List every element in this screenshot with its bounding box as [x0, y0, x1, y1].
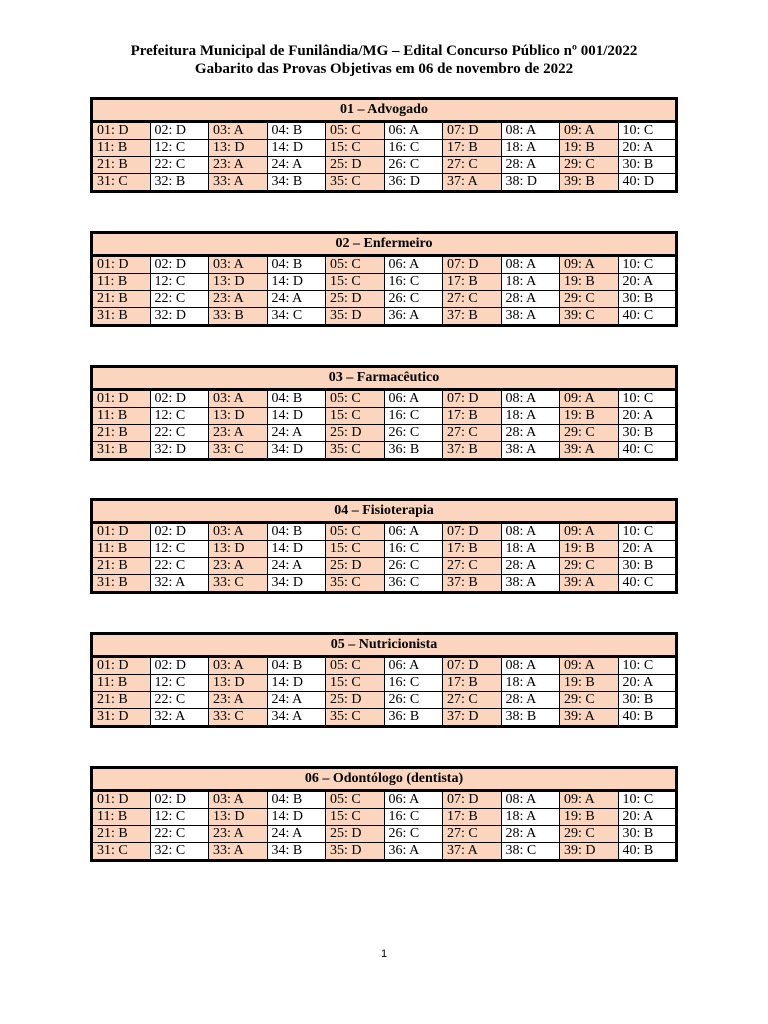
answer-cell: 27: C [443, 826, 502, 843]
answer-cell: 05: C [326, 657, 385, 675]
table-row [92, 657, 677, 675]
answer-cell: 27: C [443, 692, 502, 709]
answer-cell: 28: A [501, 558, 560, 575]
answer-cell: 09: A [560, 791, 619, 809]
answer-cell: 16: C [384, 541, 443, 558]
answer-cell: 09: A [560, 122, 619, 140]
answer-cell: 18: A [501, 541, 560, 558]
answer-cell: 21: B [92, 291, 151, 308]
table-row [92, 523, 677, 541]
answer-cell: 31: B [92, 575, 151, 593]
answer-cell: 29: C [560, 291, 619, 308]
answer-cell: 04: B [267, 390, 326, 408]
answer-cell: 22: C [150, 826, 209, 843]
answer-cell: 35: C [326, 174, 385, 192]
answer-cell: 01: D [92, 122, 151, 140]
answer-cell: 26: C [384, 425, 443, 442]
answer-cell: 30: B [618, 692, 677, 709]
answer-cell: 02: D [150, 791, 209, 809]
answer-key-block [90, 97, 678, 193]
answer-cell: 21: B [92, 558, 151, 575]
answer-cell: 31: D [92, 709, 151, 727]
answer-cell: 40: B [618, 709, 677, 727]
answer-cell: 35: C [326, 709, 385, 727]
answer-cell: 40: D [618, 174, 677, 192]
answer-cell: 23: A [209, 692, 268, 709]
answer-cell: 29: C [560, 425, 619, 442]
answer-cell: 32: A [150, 575, 209, 593]
answer-cell: 02: D [150, 390, 209, 408]
answer-cell: 10: C [618, 390, 677, 408]
answer-cell: 19: B [560, 140, 619, 157]
answer-cell: 16: C [384, 408, 443, 425]
answer-cell: 20: A [618, 541, 677, 558]
answer-cell: 13: D [209, 274, 268, 291]
answer-cell: 07: D [443, 791, 502, 809]
header-subtitle: Gabarito das Provas Objetivas em 06 de novembro de 2022 [194, 61, 574, 77]
table-title: 02 – Enfermeiro [92, 233, 677, 256]
answer-cell: 23: A [209, 291, 268, 308]
answer-cell: 01: D [92, 657, 151, 675]
answer-cell: 10: C [618, 256, 677, 274]
answer-cell: 08: A [501, 523, 560, 541]
answer-cell: 38: A [501, 575, 560, 593]
answer-cell: 24: A [267, 425, 326, 442]
answer-cell: 32: C [150, 843, 209, 861]
answer-key-table [90, 231, 678, 327]
answer-cell: 19: B [560, 675, 619, 692]
table-row [92, 174, 677, 192]
answer-cell: 04: B [267, 122, 326, 140]
answer-cell: 02: D [150, 122, 209, 140]
answer-cell: 12: C [150, 541, 209, 558]
answer-cell: 06: A [384, 122, 443, 140]
answer-cell: 11: B [92, 675, 151, 692]
answer-cell: 09: A [560, 523, 619, 541]
table-row [92, 541, 677, 558]
answer-cell: 14: D [267, 140, 326, 157]
answer-cell: 16: C [384, 140, 443, 157]
answer-cell: 10: C [618, 122, 677, 140]
table-row [92, 390, 677, 408]
table-title: 06 – Odontólogo (dentista) [92, 768, 677, 791]
answer-cell: 20: A [618, 809, 677, 826]
answer-cell: 10: C [618, 657, 677, 675]
answer-cell: 05: C [326, 390, 385, 408]
answer-cell: 27: C [443, 425, 502, 442]
answer-cell: 11: B [92, 274, 151, 291]
table-row [92, 274, 677, 291]
answer-cell: 34: B [267, 843, 326, 861]
answer-cell: 32: D [150, 308, 209, 326]
answer-cell: 11: B [92, 809, 151, 826]
answer-cell: 36: A [384, 843, 443, 861]
answer-cell: 13: D [209, 541, 268, 558]
answer-key-block [90, 231, 678, 327]
answer-key-block [90, 365, 678, 461]
answer-cell: 13: D [209, 675, 268, 692]
answer-cell: 40: B [618, 843, 677, 861]
answer-cell: 31: B [92, 308, 151, 326]
table-row [92, 791, 677, 809]
answer-cell: 37: B [443, 442, 502, 460]
answer-cell: 33: A [209, 174, 268, 192]
answer-cell: 22: C [150, 291, 209, 308]
answer-cell: 27: C [443, 157, 502, 174]
answer-cell: 34: D [267, 575, 326, 593]
answer-cell: 39: D [560, 843, 619, 861]
answer-key-table [90, 97, 678, 193]
answer-cell: 07: D [443, 122, 502, 140]
table-row [92, 826, 677, 843]
answer-cell: 29: C [560, 157, 619, 174]
answer-cell: 07: D [443, 256, 502, 274]
answer-cell: 17: B [443, 140, 502, 157]
answer-cell: 03: A [209, 390, 268, 408]
answer-cell: 17: B [443, 809, 502, 826]
answer-cell: 30: B [618, 291, 677, 308]
answer-cell: 39: C [560, 308, 619, 326]
answer-cell: 26: C [384, 558, 443, 575]
answer-cell: 36: A [384, 308, 443, 326]
table-row [92, 308, 677, 326]
answer-cell: 36: D [384, 174, 443, 192]
answer-cell: 38: C [501, 843, 560, 861]
answer-cell: 05: C [326, 122, 385, 140]
answer-cell: 15: C [326, 809, 385, 826]
answer-cell: 23: A [209, 558, 268, 575]
answer-cell: 03: A [209, 657, 268, 675]
answer-cell: 29: C [560, 826, 619, 843]
answer-cell: 03: A [209, 256, 268, 274]
answer-cell: 24: A [267, 157, 326, 174]
answer-cell: 12: C [150, 408, 209, 425]
answer-cell: 24: A [267, 558, 326, 575]
answer-cell: 11: B [92, 408, 151, 425]
table-title: 01 – Advogado [92, 99, 677, 122]
answer-cell: 36: B [384, 442, 443, 460]
answer-cell: 18: A [501, 675, 560, 692]
answer-cell: 10: C [618, 523, 677, 541]
answer-cell: 37: A [443, 843, 502, 861]
answer-cell: 04: B [267, 657, 326, 675]
answer-cell: 01: D [92, 256, 151, 274]
answer-cell: 27: C [443, 558, 502, 575]
answer-cell: 04: B [267, 791, 326, 809]
answer-cell: 39: A [560, 709, 619, 727]
answer-cell: 39: A [560, 442, 619, 460]
answer-cell: 15: C [326, 408, 385, 425]
answer-cell: 17: B [443, 408, 502, 425]
answer-cell: 35: D [326, 308, 385, 326]
answer-cell: 06: A [384, 791, 443, 809]
table-row [92, 122, 677, 140]
answer-cell: 08: A [501, 122, 560, 140]
answer-cell: 17: B [443, 675, 502, 692]
answer-cell: 28: A [501, 692, 560, 709]
answer-key-table [90, 632, 678, 728]
answer-cell: 31: B [92, 442, 151, 460]
table-row [92, 256, 677, 274]
answer-cell: 18: A [501, 809, 560, 826]
answer-cell: 25: D [326, 291, 385, 308]
answer-key-table [90, 498, 678, 594]
document-header [0, 42, 768, 78]
answer-cell: 23: A [209, 425, 268, 442]
answer-cell: 25: D [326, 692, 385, 709]
answer-cell: 06: A [384, 657, 443, 675]
answer-cell: 08: A [501, 256, 560, 274]
answer-cell: 33: B [209, 308, 268, 326]
answer-cell: 40: C [618, 308, 677, 326]
table-title: 04 – Fisioterapia [92, 500, 677, 523]
table-row [92, 675, 677, 692]
header-title: Prefeitura Municipal de Funilândia/MG – Edital Concurso Público nº 001/2022 [130, 43, 638, 59]
answer-cell: 33: C [209, 442, 268, 460]
answer-cell: 17: B [443, 274, 502, 291]
answer-cell: 37: D [443, 709, 502, 727]
answer-cell: 18: A [501, 408, 560, 425]
answer-cell: 20: A [618, 675, 677, 692]
answer-cell: 34: D [267, 442, 326, 460]
answer-cell: 39: B [560, 174, 619, 192]
answer-cell: 16: C [384, 809, 443, 826]
answer-cell: 12: C [150, 140, 209, 157]
answer-key-block [90, 632, 678, 728]
answer-cell: 11: B [92, 541, 151, 558]
table-row [92, 157, 677, 174]
answer-cell: 04: B [267, 256, 326, 274]
answer-cell: 32: D [150, 442, 209, 460]
answer-cell: 19: B [560, 541, 619, 558]
answer-cell: 36: B [384, 709, 443, 727]
answer-cell: 28: A [501, 425, 560, 442]
answer-cell: 20: A [618, 408, 677, 425]
table-title: 03 – Farmacêutico [92, 367, 677, 390]
answer-cell: 25: D [326, 558, 385, 575]
answer-cell: 06: A [384, 256, 443, 274]
answer-cell: 37: A [443, 174, 502, 192]
answer-cell: 24: A [267, 826, 326, 843]
answer-cell: 15: C [326, 541, 385, 558]
answer-cell: 26: C [384, 157, 443, 174]
answer-cell: 01: D [92, 791, 151, 809]
table-row [92, 408, 677, 425]
answer-cell: 37: B [443, 575, 502, 593]
answer-cell: 03: A [209, 791, 268, 809]
answer-cell: 19: B [560, 809, 619, 826]
answer-cell: 33: A [209, 843, 268, 861]
answer-cell: 36: C [384, 575, 443, 593]
table-row [92, 425, 677, 442]
answer-cell: 09: A [560, 657, 619, 675]
answer-cell: 26: C [384, 826, 443, 843]
answer-cell: 22: C [150, 425, 209, 442]
answer-cell: 40: C [618, 575, 677, 593]
answer-cell: 16: C [384, 274, 443, 291]
answer-cell: 19: B [560, 274, 619, 291]
answer-cell: 11: B [92, 140, 151, 157]
answer-key-block [90, 498, 678, 594]
answer-cell: 22: C [150, 157, 209, 174]
answer-cell: 02: D [150, 523, 209, 541]
answer-cell: 26: C [384, 291, 443, 308]
answer-cell: 38: A [501, 442, 560, 460]
answer-cell: 08: A [501, 791, 560, 809]
answer-cell: 24: A [267, 291, 326, 308]
answer-cell: 21: B [92, 157, 151, 174]
answer-cell: 31: C [92, 843, 151, 861]
answer-cell: 16: C [384, 675, 443, 692]
answer-cell: 24: A [267, 692, 326, 709]
answer-cell: 31: C [92, 174, 151, 192]
answer-cell: 08: A [501, 657, 560, 675]
answer-cell: 09: A [560, 256, 619, 274]
answer-cell: 20: A [618, 140, 677, 157]
answer-cell: 27: C [443, 291, 502, 308]
answer-cell: 26: C [384, 692, 443, 709]
answer-cell: 22: C [150, 692, 209, 709]
answer-cell: 06: A [384, 523, 443, 541]
answer-cell: 32: B [150, 174, 209, 192]
answer-cell: 14: D [267, 274, 326, 291]
answer-cell: 30: B [618, 558, 677, 575]
answer-cell: 40: C [618, 442, 677, 460]
answer-cell: 22: C [150, 558, 209, 575]
answer-cell: 29: C [560, 558, 619, 575]
answer-cell: 21: B [92, 692, 151, 709]
answer-cell: 13: D [209, 408, 268, 425]
answer-cell: 38: D [501, 174, 560, 192]
answer-key-table [90, 365, 678, 461]
answer-cell: 08: A [501, 390, 560, 408]
answer-cell: 33: C [209, 575, 268, 593]
answer-cell: 01: D [92, 390, 151, 408]
answer-cell: 02: D [150, 657, 209, 675]
answer-cell: 17: B [443, 541, 502, 558]
answer-cell: 37: B [443, 308, 502, 326]
table-row [92, 575, 677, 593]
answer-cell: 05: C [326, 791, 385, 809]
answer-cell: 39: A [560, 575, 619, 593]
answer-cell: 07: D [443, 523, 502, 541]
answer-cell: 38: A [501, 308, 560, 326]
answer-cell: 03: A [209, 523, 268, 541]
answer-cell: 34: A [267, 709, 326, 727]
answer-cell: 14: D [267, 675, 326, 692]
answer-cell: 35: C [326, 442, 385, 460]
answer-cell: 05: C [326, 523, 385, 541]
table-row [92, 558, 677, 575]
table-row [92, 843, 677, 861]
answer-cell: 14: D [267, 809, 326, 826]
answer-cell: 19: B [560, 408, 619, 425]
answer-cell: 12: C [150, 809, 209, 826]
answer-cell: 35: D [326, 843, 385, 861]
answer-cell: 35: C [326, 575, 385, 593]
answer-cell: 15: C [326, 274, 385, 291]
answer-key-table [90, 766, 678, 862]
answer-cell: 21: B [92, 826, 151, 843]
answer-cell: 12: C [150, 274, 209, 291]
table-title: 05 – Nutricionista [92, 634, 677, 657]
answer-cell: 07: D [443, 390, 502, 408]
table-row [92, 692, 677, 709]
answer-cell: 01: D [92, 523, 151, 541]
answer-cell: 13: D [209, 140, 268, 157]
answer-cell: 03: A [209, 122, 268, 140]
answer-cell: 02: D [150, 256, 209, 274]
answer-cell: 25: D [326, 157, 385, 174]
answer-cell: 25: D [326, 425, 385, 442]
table-row [92, 809, 677, 826]
answer-cell: 04: B [267, 523, 326, 541]
answer-cell: 38: B [501, 709, 560, 727]
answer-cell: 15: C [326, 140, 385, 157]
answer-cell: 06: A [384, 390, 443, 408]
answer-cell: 07: D [443, 657, 502, 675]
answer-cell: 13: D [209, 809, 268, 826]
answer-cell: 32: A [150, 709, 209, 727]
answer-cell: 14: D [267, 541, 326, 558]
answer-cell: 05: C [326, 256, 385, 274]
answer-key-block [90, 766, 678, 862]
answer-cell: 18: A [501, 140, 560, 157]
answer-cell: 34: B [267, 174, 326, 192]
answer-cell: 20: A [618, 274, 677, 291]
answer-cell: 12: C [150, 675, 209, 692]
answer-cell: 23: A [209, 826, 268, 843]
answer-cell: 30: B [618, 425, 677, 442]
table-row [92, 709, 677, 727]
answer-cell: 28: A [501, 157, 560, 174]
table-row [92, 442, 677, 460]
answer-cell: 33: C [209, 709, 268, 727]
answer-cell: 28: A [501, 291, 560, 308]
page-number: 1 [380, 948, 388, 960]
answer-cell: 28: A [501, 826, 560, 843]
answer-cell: 30: B [618, 826, 677, 843]
table-row [92, 140, 677, 157]
answer-cell: 23: A [209, 157, 268, 174]
answer-cell: 14: D [267, 408, 326, 425]
answer-cell: 34: C [267, 308, 326, 326]
answer-cell: 25: D [326, 826, 385, 843]
table-row [92, 291, 677, 308]
answer-cell: 09: A [560, 390, 619, 408]
answer-cell: 18: A [501, 274, 560, 291]
answer-cell: 30: B [618, 157, 677, 174]
answer-cell: 29: C [560, 692, 619, 709]
answer-cell: 10: C [618, 791, 677, 809]
answer-cell: 15: C [326, 675, 385, 692]
answer-cell: 21: B [92, 425, 151, 442]
